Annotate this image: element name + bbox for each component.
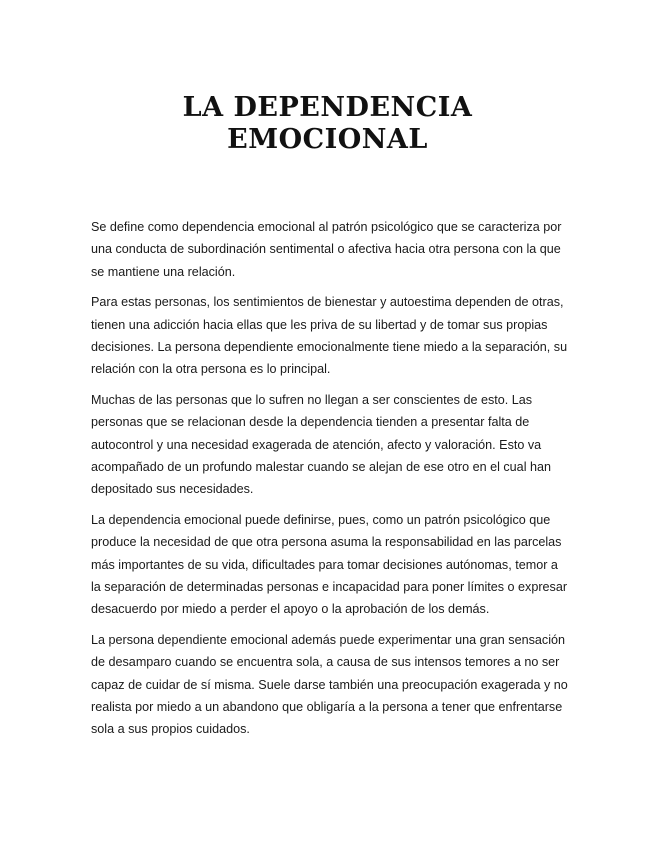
title-line-2: EMOCIONAL [227, 124, 428, 155]
paragraph-5: La persona dependiente emocional además puede experimentar una gran sensación de desamparo cuando se encuentra sola, a causa de sus intensos temores a no ser capaz de cuidar de sí misma. Suele darse también una preocupación exagerada y no realista por miedo a un abandono que obligaría a la persona a tener que enfrentarse sola a sus propios cuidados. [91, 633, 568, 737]
paragraph-1: Se define como dependencia emocional al patrón psicológico que se caracteriza por una conducta de subordinación sentimental o afectiva hacia otra persona con la que se mantiene una relación. [91, 220, 562, 279]
paragraph-3: Muchas de las personas que lo sufren no llegan a ser conscientes de esto. Las personas que se relacionan desde la dependencia tienden a presentar falta de autocontrol y una necesidad exagerada de atención, afecto y valoración. Esto va acompañado de un profundo malestar cuando se alejan de ese otro en el cual han depositado sus necesidades. [91, 393, 551, 497]
title-line-1: LA DEPENDENCIA [182, 92, 473, 123]
document-title [0, 92, 655, 156]
paragraph-4: La dependencia emocional puede definirse, pues, como un patrón psicológico que produce la necesidad de que otra persona asuma la responsabilidad en las parcelas más importantes de su vida, dificultades para tomar decisiones autónomas, temor a la separación de determinadas personas e incapacidad para poner límites o expresar desacuerdo por miedo a perder el apoyo o la aprobación de los demás. [91, 513, 568, 617]
document-body [91, 216, 571, 749]
paragraph-2: Para estas personas, los sentimientos de bienestar y autoestima dependen de otras, tienen una adicción hacia ellas que les priva de su libertad y de tomar sus propias decisiones. La persona dependiente emocionalmente tiene miedo a la separación, su relación con la otra persona es lo principal. [91, 295, 568, 377]
